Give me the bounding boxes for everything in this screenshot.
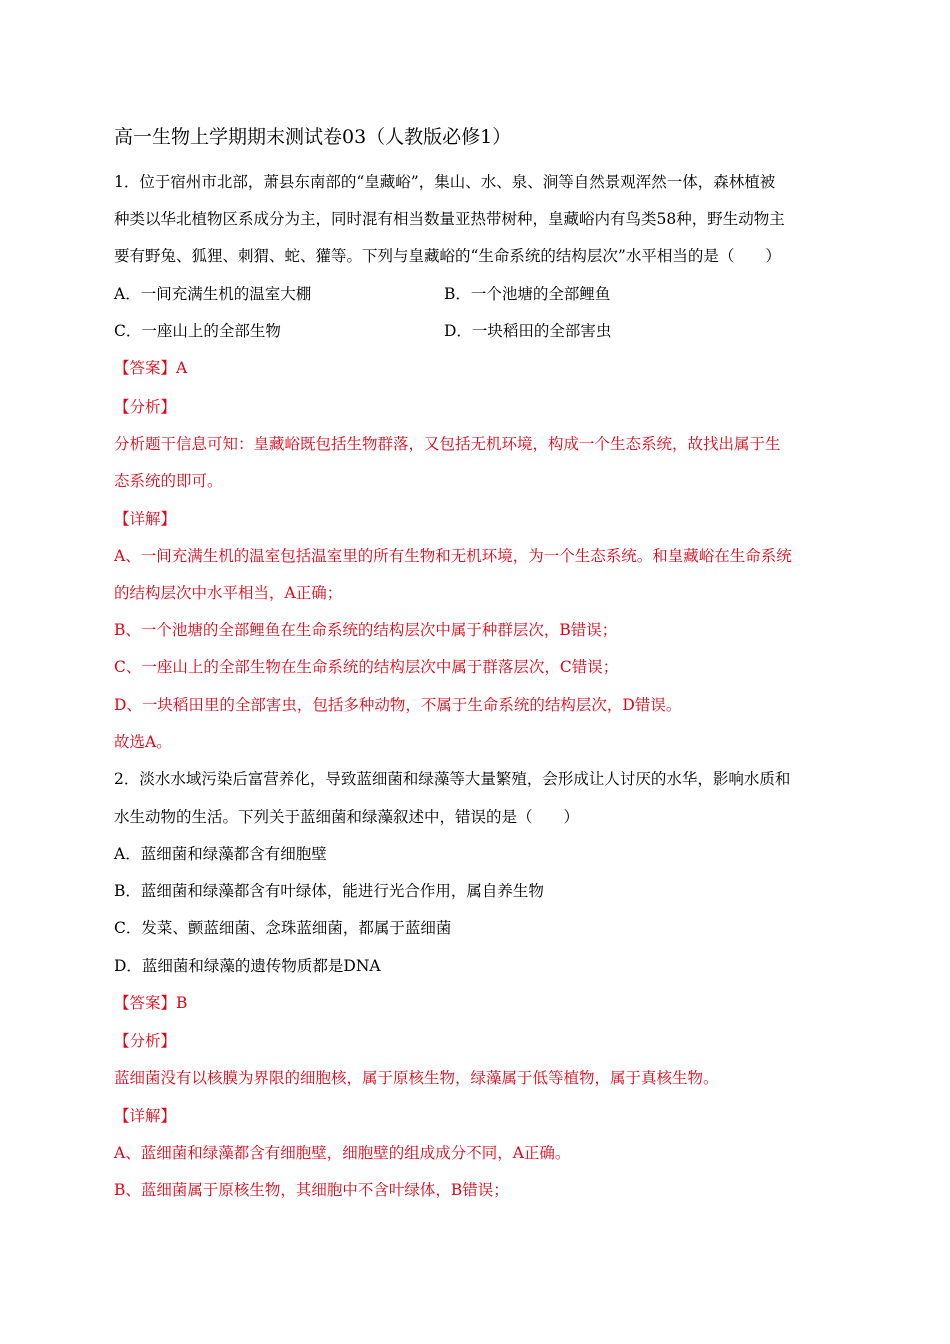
q1-stem-line-3: 要有野兔、狐狸、刺猬、蛇、獾等。下列与皇藏峪的“生命系统的结构层次”水平相当的是（ ） xyxy=(114,247,781,265)
q2-analysis-line-1: 蓝细菌没有以核膜为界限的细胞核，属于原核生物，绿藻属于低等植物，属于真核生物。 xyxy=(114,1069,719,1087)
q2-option-a: A．蓝细菌和绿藻都含有细胞壁 xyxy=(114,845,327,863)
q1-option-c: C．一座山上的全部生物 xyxy=(114,322,281,340)
q1-analysis-line-1: 分析题干信息可知：皇藏峪既包括生物群落，又包括无机环境，构成一个生态系统，故找出属于生 xyxy=(114,435,781,453)
q1-option-b: B．一个池塘的全部鲤鱼 xyxy=(444,285,611,303)
q2-stem-line-1: 2．淡水水域污染后富营养化，导致蓝细菌和绿藻等大量繁殖，会形成让人讨厌的水华，影响水质和 xyxy=(114,770,791,788)
q2-option-d: D．蓝细菌和绿藻的遗传物质都是DNA xyxy=(114,957,381,975)
q1-detail-line-2: 的结构层次中水平相当，A正确； xyxy=(114,584,343,602)
q1-analysis-label: 【分析】 xyxy=(114,398,177,416)
q1-detail-line-3: B、一个池塘的全部鲤鱼在生命系统的结构层次中属于种群层次，B错误； xyxy=(114,621,618,639)
q1-stem-line-2: 种类以华北植物区系成分为主，同时混有相当数量亚热带树种，皇藏峪内有鸟类58种，野生动物主 xyxy=(114,210,785,228)
q1-conclusion: 故选A。 xyxy=(114,733,172,751)
page-title: 高一生物上学期期末测试卷03（人教版必修1） xyxy=(114,126,512,148)
q2-detail-label: 【详解】 xyxy=(114,1107,177,1125)
q2-option-c: C．发菜、颤蓝细菌、念珠蓝细菌，都属于蓝细菌 xyxy=(114,919,452,937)
q1-detail-label: 【详解】 xyxy=(114,510,177,528)
q2-detail-line-2: B、蓝细菌属于原核生物，其细胞中不含叶绿体，B错误； xyxy=(114,1181,509,1199)
q1-stem-line-1: 1．位于宿州市北部，萧县东南部的“皇藏峪”，集山、水、泉、涧等自然景观浑然一体，森林植被 xyxy=(114,173,776,191)
q1-detail-line-1: A、一间充满生机的温室包括温室里的所有生物和无机环境，为一个生态系统。和皇藏峪在生命系统 xyxy=(114,547,792,565)
q1-option-d: D．一块稻田的全部害虫 xyxy=(444,322,612,340)
q1-answer: 【答案】A xyxy=(114,359,188,377)
q2-stem-line-2: 水生动物的生活。下列关于蓝细菌和绿藻叙述中，错误的是（ ） xyxy=(114,808,580,826)
q2-detail-line-1: A、蓝细菌和绿藻都含有细胞壁，细胞壁的组成成分不同，A正确。 xyxy=(114,1144,571,1162)
q2-analysis-label: 【分析】 xyxy=(114,1032,177,1050)
q1-detail-line-4: C、一座山上的全部生物在生命系统的结构层次中属于群落层次，C错误； xyxy=(114,658,619,676)
q1-detail-line-5: D、一块稻田里的全部害虫，包括多种动物，不属于生命系统的结构层次，D错误。 xyxy=(114,696,682,714)
q1-analysis-line-2: 态系统的即可。 xyxy=(114,472,223,490)
q2-answer: 【答案】B xyxy=(114,994,188,1012)
q1-option-a: A．一间充满生机的温室大棚 xyxy=(114,285,312,303)
q2-option-b: B．蓝细菌和绿藻都含有叶绿体，能进行光合作用，属自养生物 xyxy=(114,882,544,900)
